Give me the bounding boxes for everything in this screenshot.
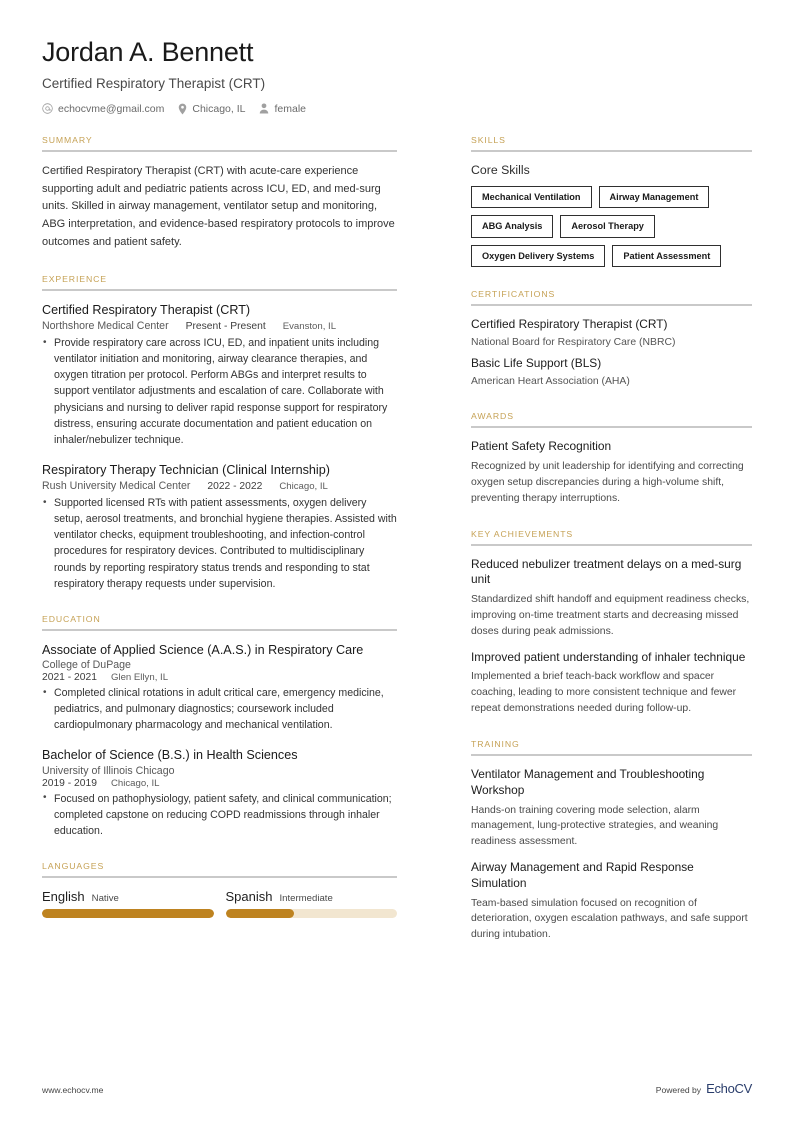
bullet-item: • Focused on pathophysiology, patient safety, and clinical communication; completed capstone on reducing COPD readmissions through inhaler education. bbox=[42, 791, 397, 839]
contact-gender bbox=[259, 103, 306, 115]
experience-organization: Rush University Medical Center bbox=[42, 480, 191, 493]
achievement-item bbox=[471, 557, 752, 640]
contact-row bbox=[42, 103, 752, 115]
section-title-education: EDUCATION bbox=[42, 613, 101, 624]
achievement-name: Improved patient understanding of inhaler technique bbox=[471, 649, 746, 664]
bullet-item: • Completed clinical rotations in adult critical care, emergency medicine, pediatrics, and pulmonary diagnostics; coursework included cardiopulmonary pharmacology and mechanical ventilation. bbox=[42, 685, 397, 733]
section-title-experience: EXPERIENCE bbox=[42, 273, 108, 284]
section-title-key-achievements: KEY ACHIEVEMENTS bbox=[471, 528, 574, 539]
skill-chip: Airway Management bbox=[599, 186, 710, 209]
section-summary bbox=[42, 135, 397, 252]
experience-bullets bbox=[42, 335, 397, 448]
email-icon bbox=[42, 103, 53, 114]
education-location: Chicago, IL bbox=[110, 777, 160, 789]
section-title-training: TRAINING bbox=[471, 738, 520, 749]
certification-item bbox=[471, 356, 752, 389]
section-awards bbox=[471, 411, 752, 506]
education-dates: 2019 - 2019 bbox=[42, 777, 97, 789]
skill-chip: ABG Analysis bbox=[471, 215, 553, 238]
experience-dates: Present - Present bbox=[185, 321, 266, 333]
language-progress-track bbox=[42, 909, 214, 918]
section-title-skills: SKILLS bbox=[471, 134, 506, 145]
achievement-description: Standardized shift handoff and equipment readiness checks, improving on-time treatment starts and decreasing missed doses during peak admissions. bbox=[471, 594, 750, 637]
section-divider bbox=[42, 876, 397, 878]
section-skills bbox=[471, 135, 752, 268]
education-bullets bbox=[42, 791, 397, 839]
training-description: Team-based simulation focused on recognition of deterioration, oxygen escalation pathways, and safe support during intubation. bbox=[471, 897, 748, 941]
resume-header bbox=[42, 36, 752, 115]
section-divider bbox=[471, 426, 752, 428]
bullet-item: • Supported licensed RTs with patient assessments, oxygen delivery setup, aerosol treatments, and bronchial hygiene therapies. Assisted with ventilator checks, equipment troubleshooting, and infection-control procedures for respiratory devices. Contributed to multidisciplinary rounds by reporting respiratory status trends and responding to stat respiratory therapy requests under supervision. bbox=[42, 495, 397, 592]
education-entry bbox=[42, 747, 397, 839]
education-degree: Bachelor of Science (B.S.) in Health Sciences bbox=[42, 748, 298, 763]
education-degree: Associate of Applied Science (A.A.S.) in Respiratory Care bbox=[42, 642, 364, 657]
experience-role: Certified Respiratory Therapist (CRT) bbox=[42, 302, 251, 317]
award-name: Patient Safety Recognition bbox=[471, 439, 612, 454]
skill-chip: Patient Assessment bbox=[612, 245, 721, 268]
training-item bbox=[471, 860, 752, 943]
education-entry bbox=[42, 642, 397, 734]
achievement-description: Implemented a brief teach-back workflow and spacer coaching, leading to more consistent technique and fewer repeat demonstrations needed during follow-up. bbox=[471, 671, 737, 715]
section-training bbox=[471, 739, 752, 943]
contact-location-value: Chicago, IL bbox=[192, 102, 246, 115]
skill-chip: Mechanical Ventilation bbox=[471, 186, 592, 209]
section-title-certifications: CERTIFICATIONS bbox=[471, 289, 556, 300]
powered-by-label: Powered by bbox=[655, 1085, 702, 1095]
experience-meta bbox=[42, 480, 397, 492]
experience-location: Evanston, IL bbox=[282, 321, 337, 333]
section-divider bbox=[42, 150, 397, 152]
footer-url[interactable]: www.echocv.me bbox=[42, 1085, 104, 1095]
skills-group-name: Core Skills bbox=[471, 162, 530, 177]
resume-footer bbox=[42, 1081, 752, 1096]
experience-dates: 2022 - 2022 bbox=[207, 481, 263, 493]
resume-columns bbox=[42, 135, 752, 965]
language-name: Spanish bbox=[225, 889, 273, 905]
award-item bbox=[471, 439, 752, 506]
achievement-item bbox=[471, 650, 752, 717]
left-column bbox=[42, 135, 415, 940]
training-item bbox=[471, 767, 752, 850]
section-divider bbox=[42, 629, 397, 631]
section-certifications bbox=[471, 289, 752, 389]
experience-meta bbox=[42, 320, 397, 332]
certification-name: Certified Respiratory Therapist (CRT) bbox=[471, 317, 668, 332]
certification-issuer: National Board for Respiratory Care (NBRC) bbox=[471, 337, 676, 349]
skill-chip-list bbox=[471, 186, 752, 268]
skill-chip: Aerosol Therapy bbox=[560, 215, 655, 238]
training-description: Hands-on training covering mode selection, alarm management, lung-protective strategies, and weaning readiness assessment. bbox=[471, 804, 719, 848]
echocv-logo: EchoCV bbox=[706, 1081, 752, 1096]
section-divider bbox=[471, 150, 752, 152]
section-divider bbox=[471, 304, 752, 306]
language-progress-fill bbox=[226, 909, 295, 918]
person-icon bbox=[259, 103, 269, 114]
location-pin-icon bbox=[178, 103, 187, 115]
experience-bullets bbox=[42, 495, 397, 592]
experience-role: Respiratory Therapy Technician (Clinical Internship) bbox=[42, 462, 330, 477]
section-education bbox=[42, 614, 397, 839]
experience-organization: Northshore Medical Center bbox=[42, 320, 169, 333]
languages-grid bbox=[42, 889, 397, 918]
contact-email-value: echocvme@gmail.com bbox=[58, 102, 165, 115]
language-level: Intermediate bbox=[279, 893, 333, 905]
education-school: College of DuPage bbox=[42, 659, 131, 672]
bullet-item: • Provide respiratory care across ICU, ED, and inpatient units including ventilator initiation and monitoring, airway clearance therapies, and oxygen titration per protocol. Perform ABGs and interpret results to support ventilator adjustments and escalation of care. Collaborate with physicians and nursing to deliver rapid response support for respiratory distress, ensuring accurate documentation and patient education on inhaler/nebulizer technique. bbox=[42, 335, 397, 448]
education-bullets bbox=[42, 685, 397, 733]
section-divider bbox=[471, 754, 752, 756]
achievement-name: Reduced nebulizer treatment delays on a med-surg unit bbox=[471, 556, 742, 587]
section-languages bbox=[42, 861, 397, 918]
certification-item bbox=[471, 317, 752, 350]
candidate-name: Jordan A. Bennett bbox=[42, 37, 254, 67]
education-location: Glen Ellyn, IL bbox=[110, 672, 169, 684]
section-divider bbox=[471, 544, 752, 546]
section-key-achievements bbox=[471, 529, 752, 717]
language-progress-fill bbox=[42, 909, 214, 918]
certification-name: Basic Life Support (BLS) bbox=[471, 356, 602, 371]
language-name: English bbox=[42, 889, 85, 905]
skill-chip: Oxygen Delivery Systems bbox=[471, 245, 605, 268]
experience-entry bbox=[42, 302, 397, 448]
right-column bbox=[415, 135, 752, 965]
section-title-languages: LANGUAGES bbox=[42, 861, 105, 872]
language-level: Native bbox=[91, 893, 119, 905]
experience-location: Chicago, IL bbox=[279, 481, 328, 493]
education-meta bbox=[42, 765, 397, 789]
language-head bbox=[226, 889, 398, 904]
section-title-summary: SUMMARY bbox=[42, 134, 93, 145]
contact-gender-value: female bbox=[274, 102, 306, 115]
training-name: Ventilator Management and Troubleshooting Workshop bbox=[471, 766, 705, 797]
footer-brand bbox=[656, 1081, 752, 1096]
candidate-job-title: Certified Respiratory Therapist (CRT) bbox=[42, 75, 266, 91]
section-experience bbox=[42, 274, 397, 592]
language-head bbox=[42, 889, 214, 904]
language-item bbox=[226, 889, 398, 918]
certification-issuer: American Heart Association (AHA) bbox=[471, 376, 630, 388]
language-progress-track bbox=[226, 909, 398, 918]
training-name: Airway Management and Rapid Response Simulation bbox=[471, 860, 694, 890]
experience-entry bbox=[42, 462, 397, 592]
language-item bbox=[42, 889, 214, 918]
contact-email bbox=[42, 103, 164, 115]
education-school: University of Illinois Chicago bbox=[42, 764, 175, 777]
contact-location bbox=[178, 103, 245, 115]
summary-text: Certified Respiratory Therapist (CRT) with acute-care experience supporting adult and pediatric patients across ICU, ED, and med-surg units. Skilled in airway management, ventilator setup and monitoring, ABG interpretation, and evidence-based respiratory protocols to improve outcomes and patient safety. bbox=[42, 164, 395, 248]
education-meta bbox=[42, 659, 397, 683]
education-dates: 2021 - 2021 bbox=[42, 672, 97, 684]
award-description: Recognized by unit leadership for identifying and correcting oxygen setup discrepancies during a high-volume shift, preventing therapy interruptions. bbox=[471, 461, 744, 504]
section-title-awards: AWARDS bbox=[471, 411, 514, 422]
section-divider bbox=[42, 289, 397, 291]
